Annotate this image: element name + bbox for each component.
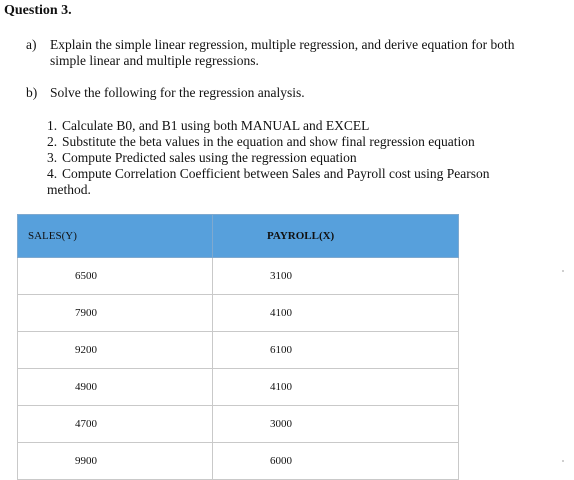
part-a-line-2: simple linear and multiple regressions. bbox=[50, 53, 259, 68]
table-row bbox=[18, 443, 459, 480]
sales-payroll-table bbox=[17, 214, 459, 480]
step-item bbox=[47, 166, 567, 182]
table-header-row bbox=[18, 215, 459, 258]
header-payroll: PAYROLL(X) bbox=[213, 215, 459, 258]
payroll-cell: 4100 bbox=[213, 295, 459, 332]
step-number: 4. bbox=[47, 166, 58, 181]
question-title: Question 3. bbox=[4, 3, 72, 18]
step-continuation: method. bbox=[47, 182, 91, 197]
header-sales: SALES(Y) bbox=[18, 215, 213, 258]
step-number: 2. bbox=[47, 134, 58, 149]
part-b-marker: b) bbox=[26, 85, 38, 100]
payroll-cell: 3000 bbox=[213, 406, 459, 443]
step-text: Compute Predicted sales using the regression equation bbox=[62, 150, 357, 165]
table-row bbox=[18, 369, 459, 406]
step-item bbox=[47, 150, 567, 166]
table-row bbox=[18, 295, 459, 332]
step-item bbox=[47, 118, 567, 134]
step-number: 3. bbox=[47, 150, 58, 165]
step-text: Calculate B0, and B1 using both MANUAL and EXCEL bbox=[62, 118, 370, 133]
payroll-cell: 4100 bbox=[213, 369, 459, 406]
payroll-cell: 6100 bbox=[213, 332, 459, 369]
sales-cell: 4700 bbox=[18, 406, 213, 443]
sales-cell: 4900 bbox=[18, 369, 213, 406]
part-a bbox=[26, 37, 566, 71]
step-item bbox=[47, 134, 567, 150]
payroll-cell: 3100 bbox=[213, 258, 459, 295]
table-row bbox=[18, 258, 459, 295]
scan-speck bbox=[562, 460, 564, 462]
sales-cell: 7900 bbox=[18, 295, 213, 332]
sales-cell: 6500 bbox=[18, 258, 213, 295]
table-row bbox=[18, 332, 459, 369]
table-row bbox=[18, 406, 459, 443]
sales-cell: 9200 bbox=[18, 332, 213, 369]
payroll-cell: 6000 bbox=[213, 443, 459, 480]
part-b bbox=[26, 85, 566, 103]
steps-list bbox=[47, 118, 567, 198]
part-a-marker: a) bbox=[26, 37, 37, 52]
step-text: Substitute the beta values in the equation and show final regression equation bbox=[62, 134, 475, 149]
step-number: 1. bbox=[47, 118, 58, 133]
part-a-line-1: Explain the simple linear regression, multiple regression, and derive equation for both bbox=[50, 37, 515, 52]
sales-cell: 9900 bbox=[18, 443, 213, 480]
scan-speck bbox=[562, 270, 564, 272]
step-text: Compute Correlation Coefficient between Sales and Payroll cost using Pearson bbox=[62, 166, 490, 181]
part-b-text: Solve the following for the regression analysis. bbox=[50, 85, 305, 100]
